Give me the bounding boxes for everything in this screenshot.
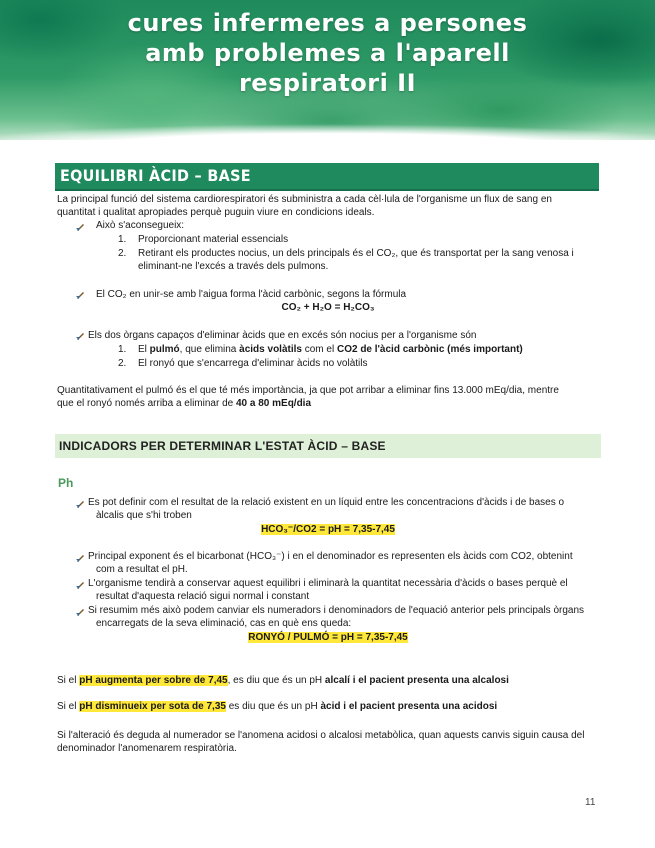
paragraph-line: Quantitativament el pulmó és el que té més importància, ja que pot arribar a eliminar fins 13.000 mEq/dia, mentre	[57, 385, 559, 396]
paragraph-line: encarregats de la seva eliminació, cas en què ens queda:	[96, 618, 352, 629]
list-item-line: eliminant-ne l'excés a través dels pulmons.	[138, 261, 329, 272]
intro-line-2: quantitat i qualitat apropiades perquè puguin viure en condicions ideals.	[57, 207, 375, 218]
pencil-bullet-icon	[76, 331, 85, 340]
text-run: es diu que és un pH	[225, 701, 321, 712]
paragraph-line: Es pot definir com el resultat de la relació existent en un líquid entre les concentracions d'àcids i de bases o	[88, 497, 565, 508]
list-item-lungs	[138, 343, 523, 356]
title-line-1: cures infermeres a persones	[127, 9, 528, 37]
ph-definition	[88, 496, 564, 522]
summary-paragraph	[88, 604, 584, 630]
paragraph-line: Principal exponent és el bicarbonat (HCO₃⁻) i en el denominador es representen els àcids com CO2, obtenint	[88, 551, 573, 562]
list-item-kidney: El ronyó que s'encarrega d'eliminar àcids no volàtils	[138, 358, 368, 369]
ph-heading: Ph	[58, 476, 74, 490]
paragraph-line: Si l'alteració és deguda al numerador se l'anomena acidosi o alcalosi metabòlica, quan aquests canvis siguin causa del	[57, 730, 585, 741]
page-number: 11	[585, 797, 596, 808]
final-paragraph	[57, 729, 584, 755]
bold-run: alcalí i el pacient presenta una alcalosi	[324, 675, 509, 686]
alkalosis-line	[57, 674, 509, 687]
pencil-bullet-icon	[76, 580, 85, 589]
pencil-bullet-icon	[76, 222, 85, 231]
list-item-number: 1.	[118, 344, 127, 355]
bullet-3-text: Els dos òrgans capaços d'eliminar àcids que en excés són nocius per a l'organisme són	[88, 330, 477, 341]
list-item-text	[138, 247, 574, 273]
equilibrium-paragraph	[88, 577, 568, 603]
title-line-3: respiratori II	[238, 69, 417, 97]
section-title: EQUILIBRI ÀCID – BASE	[60, 166, 251, 185]
ph-formula-row	[55, 523, 601, 536]
paragraph-line: Si resumim més això podem canviar els numeradors i denominadors de l'equació anterior pels principals òrgans	[88, 605, 585, 616]
text-run: , es diu que és un pH	[227, 675, 325, 686]
subsection-heading-bar	[55, 434, 601, 458]
intro-line-1: La principal funció del sistema cardiorespiratori és subministra a cada cèl·lula de l'organisme un flux de sang en	[57, 194, 552, 205]
bullet-1-text: Això s'aconsegueix:	[96, 220, 185, 231]
paragraph-line: L'organisme tendirà a conservar aquest equilibri i eliminarà la quantitat necessària d'àcids o bases perquè el	[88, 578, 568, 589]
bicarbonate-paragraph	[88, 550, 573, 576]
section-heading-bar	[55, 163, 599, 191]
text-run: , que elimina	[179, 344, 240, 355]
bold-run: CO2 de l'àcid carbònic (més important)	[336, 344, 523, 355]
highlight-run: pH disminueix per sota de 7,35	[79, 701, 226, 712]
text-run: com el	[301, 344, 337, 355]
bold-run: pulmó	[149, 344, 180, 355]
bold-run: 40 a 80 mEq/dia	[235, 398, 312, 409]
organ-formula: RONYÓ / PULMÓ = pH = 7,35-7,45	[248, 632, 408, 643]
document-title	[0, 8, 655, 98]
paragraph-line: resultat d'aquesta relació sigui normal i constant	[96, 591, 310, 602]
pencil-bullet-icon	[76, 499, 85, 508]
organ-formula-row	[55, 631, 601, 644]
text-run: Si el	[57, 675, 80, 686]
header-banner	[0, 0, 655, 140]
list-item-line: Retirant els productes nocius, un dels principals és el CO₂, que és transportat per la sang venosa i	[138, 248, 574, 259]
bullet-2-text: El CO₂ en unir-se amb l'aigua forma l'àcid carbònic, segons la fórmula	[96, 289, 407, 300]
paragraph-line	[57, 397, 559, 410]
carbonic-acid-formula: CO₂ + H₂O = H₂CO₃	[281, 302, 375, 313]
intro-paragraph	[57, 193, 552, 219]
list-item-number: 2.	[118, 248, 127, 259]
list-item-number: 2.	[118, 358, 127, 369]
acidosis-line	[57, 700, 497, 713]
paragraph-line: àlcalis que s'hi troben	[96, 510, 192, 521]
list-item-text: Proporcionant material essencials	[138, 234, 289, 245]
bold-run: àcid i el pacient presenta una acidosi	[320, 701, 498, 712]
list-item-number: 1.	[118, 234, 127, 245]
paragraph-line: com a resultat el pH.	[96, 564, 188, 575]
text-run: Si el	[57, 701, 80, 712]
pencil-bullet-icon	[76, 607, 85, 616]
banner-fade	[0, 118, 655, 140]
highlight-run: pH augmenta per sobre de 7,45	[79, 675, 228, 686]
pencil-bullet-icon	[76, 290, 85, 299]
quantitative-paragraph	[57, 384, 559, 410]
bold-run: àcids volàtils	[239, 344, 302, 355]
paragraph-line: denominador l'anomenarem respiratòria.	[57, 743, 237, 754]
title-line-2: amb problemes a l'aparell	[145, 39, 510, 67]
bicarbonate-formula: HCO₃⁻/CO2 = pH = 7,35-7,45	[261, 524, 395, 535]
text-run: El	[138, 344, 150, 355]
pencil-bullet-icon	[76, 553, 85, 562]
subsection-title: INDICADORS PER DETERMINAR L'ESTAT ÀCID – BASE	[59, 439, 386, 453]
text-run: que el ronyó només arriba a eliminar de	[57, 398, 236, 409]
